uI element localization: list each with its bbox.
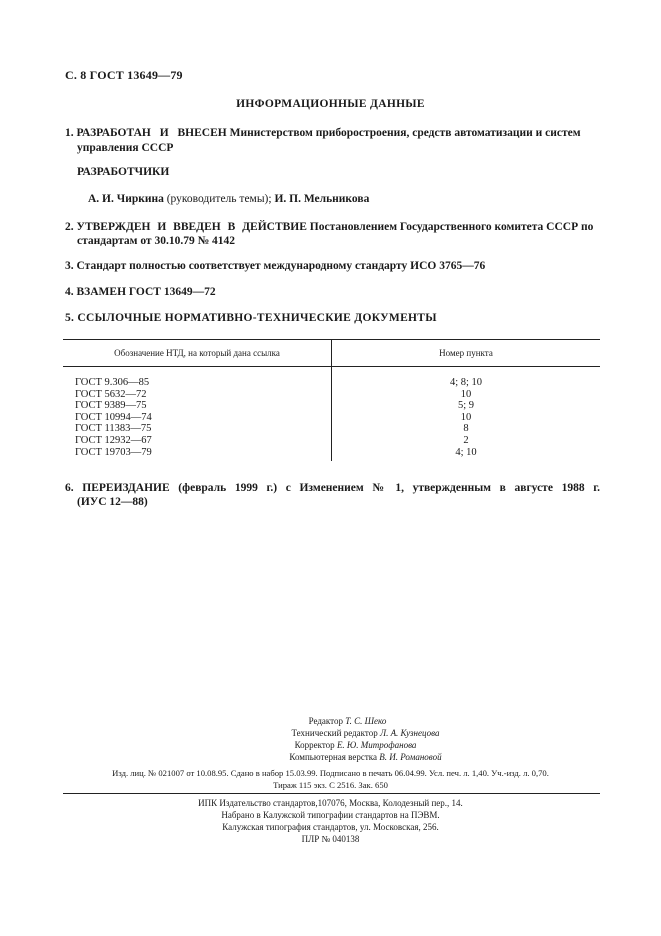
table-cell-item: 4; 10 bbox=[455, 446, 477, 458]
section-2 bbox=[65, 220, 605, 235]
section-number: 6. bbox=[65, 482, 74, 494]
imprint-line: Тираж 115 экз. С 2516. Зак. 650 bbox=[273, 780, 388, 790]
table-header-item: Номер пункта bbox=[439, 348, 493, 358]
table-cell-item: 4; 8; 10 bbox=[449, 377, 483, 388]
developers-heading: РАЗРАБОТЧИКИ bbox=[77, 166, 170, 178]
publisher-line: ИПК Издательство стандартов,107076, Москва, Колодезный пер., 14. bbox=[198, 798, 463, 808]
table-cell-doc: ГОСТ 5632—72 bbox=[75, 388, 147, 400]
credit-person: В. И. Романовой bbox=[379, 752, 442, 762]
table-cell-doc: ГОСТ 9389—75 bbox=[75, 400, 147, 412]
table-cell-doc: ГОСТ 19703—79 bbox=[75, 446, 152, 458]
credit-person: Е. Ю. Митрофанова bbox=[336, 740, 417, 750]
credit-label: Корректор bbox=[294, 740, 335, 750]
credits-block bbox=[0, 715, 661, 763]
credit-label: Технический редактор bbox=[291, 728, 378, 738]
table-cell-doc: ГОСТ 9.306—85 bbox=[75, 377, 150, 388]
table-cell-doc: ГОСТ 12932—67 bbox=[75, 434, 152, 446]
section-text: ПЕРЕИЗДАНИЕ (февраль 1999 г.) с Изменением № 1, утвержденным в августе 1988 г. bbox=[82, 482, 600, 494]
section-5 bbox=[65, 311, 437, 326]
section-number: 1. bbox=[65, 127, 74, 139]
section-text: ВЗАМЕН ГОСТ 13649—72 bbox=[76, 286, 216, 298]
credit-layout bbox=[0, 751, 661, 763]
table-cell-doc: ГОСТ 11383—75 bbox=[75, 423, 152, 435]
section-1 bbox=[65, 126, 605, 141]
table-cell-doc: ГОСТ 10994—74 bbox=[75, 411, 152, 423]
section-text: Министерством приборостроения, средств автоматизации и систем bbox=[229, 127, 581, 139]
section-2-cont: стандартам от 30.10.79 № 4142 bbox=[77, 235, 236, 247]
table-col-item bbox=[332, 377, 600, 458]
credit-person: Т. С. Шеко bbox=[345, 716, 387, 726]
imprint-block bbox=[0, 767, 661, 791]
developers-list bbox=[88, 192, 369, 207]
credit-editor bbox=[0, 715, 661, 727]
publisher-block bbox=[0, 797, 661, 845]
table-cell-item: 2 bbox=[463, 434, 469, 446]
section-number: 3. bbox=[65, 260, 74, 272]
developer-name: И. П. Мельникова bbox=[274, 193, 370, 205]
section-3 bbox=[65, 259, 485, 274]
credit-label: Редактор bbox=[308, 716, 343, 726]
section-number: 4. bbox=[65, 286, 74, 298]
publisher-line: ПЛР № 040138 bbox=[301, 834, 360, 844]
section-text: Постановлением Государственного комитета СССР по bbox=[309, 221, 594, 233]
section-6 bbox=[65, 481, 600, 496]
section-6-cont: (ИУС 12—88) bbox=[77, 496, 148, 508]
credit-label: Компьютерная верстка bbox=[289, 752, 377, 762]
section-1-cont: управления СССР bbox=[77, 142, 174, 154]
page-title: ИНФОРМАЦИОННЫЕ ДАННЫЕ bbox=[236, 98, 425, 110]
table-col-designation bbox=[75, 377, 325, 458]
credit-person: Л. А. Кузнецова bbox=[379, 728, 440, 738]
section-number: 2. bbox=[65, 221, 74, 233]
section-lead: РАЗРАБОТАН И ВНЕСЕН bbox=[76, 127, 227, 139]
table-header-designation: Обозначение НТД, на который дана ссылка bbox=[114, 348, 280, 358]
imprint-rule bbox=[63, 793, 600, 794]
section-number: 5. bbox=[65, 312, 75, 324]
table-cell-item: 10 bbox=[460, 388, 472, 400]
section-text: Стандарт полностью соответствует международному стандарту ИСО 3765—76 bbox=[76, 260, 486, 272]
developer-name: А. И. Чиркина bbox=[88, 193, 164, 205]
section-lead: УТВЕРЖДЕН И ВВЕДЕН В ДЕЙСТВИЕ bbox=[76, 221, 307, 233]
credit-tech-editor bbox=[0, 727, 661, 739]
page-header: С. 8 ГОСТ 13649—79 bbox=[65, 68, 183, 82]
developer-role: (руководитель темы); bbox=[166, 193, 272, 205]
credit-corrector bbox=[0, 739, 661, 751]
section-4 bbox=[65, 285, 216, 300]
section-text: ССЫЛОЧНЫЕ НОРМАТИВНО-ТЕХНИЧЕСКИЕ ДОКУМЕНТЫ bbox=[77, 312, 437, 324]
imprint-line: Изд. лиц. № 021007 от 10.08.95. Сдано в набор 15.03.99. Подписано в печать 06.04.99. Усл. печ. л. 1,40. Уч.-изд. л. 0,70. bbox=[112, 768, 549, 778]
publisher-line: Калужская типография стандартов, ул. Московская, 256. bbox=[222, 822, 439, 832]
table-cell-item: 10 bbox=[460, 411, 472, 423]
publisher-line: Набрано в Калужской типографии стандартов на ПЭВМ. bbox=[221, 810, 440, 820]
table-cell-item: 8 bbox=[463, 423, 469, 435]
table-cell-item: 5; 9 bbox=[457, 400, 475, 412]
